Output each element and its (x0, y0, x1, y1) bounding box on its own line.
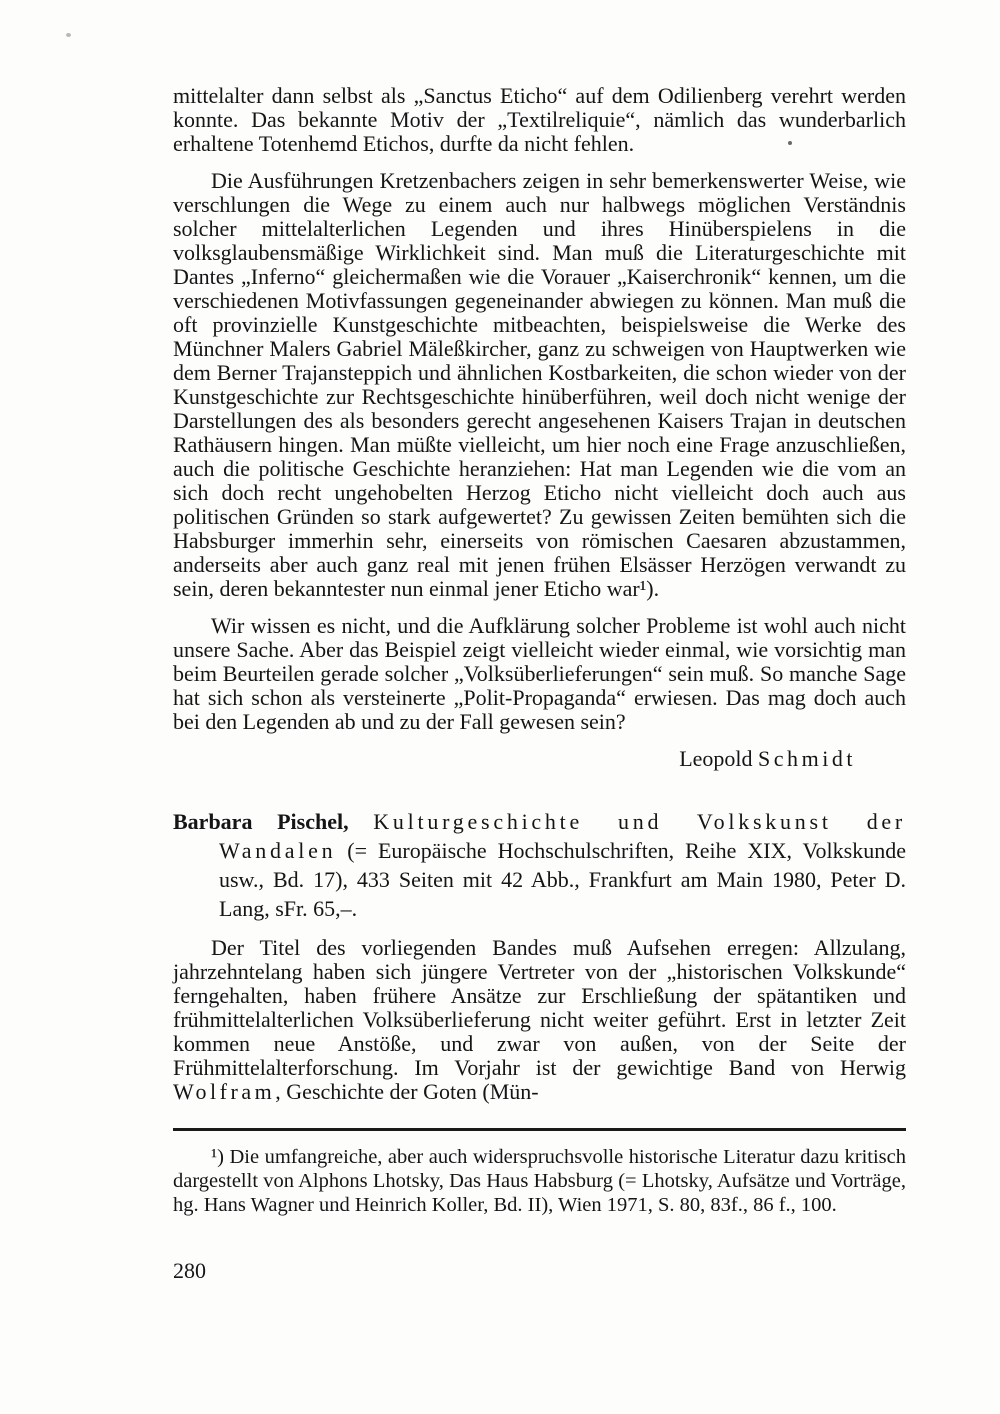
article-paragraph: Die Ausführungen Kretzenbachers zeigen in sehr bemerkenswerter Weise, wie verschlungen die Wege zu einem auch nur halbwegs möglichen Verständnis solcher mittelalterlichen Legenden und ihres Hinüberspielens in die volksglaubensmäßige Wirklichkeit sind. Man muß die Literaturgeschichte mit Dantes „Inferno“ gleichermaßen wie die Vorauer „Kaiserchronik“ kennen, um die verschiedenen Motivfassungen gegeneinander abwiegen zu können. Man muß die oft provinzielle Kunstgeschichte mitbeachten, beispielsweise die Werke des Münchner Malers Gabriel Mäleßkircher, ganz zu schweigen von Hauptwerken wie dem Berner Trajansteppich und ähnlichen Kostbarkeiten, die schon wieder von der Kunstgeschichte zur Rechtsgeschichte hinüberführen, weil doch nicht wenige der Darstellungen des als besonders gerecht angesehenen Kaisers Trajan in deutschen Rathäusern hingen. Man müßte vielleicht, um hier noch eine Frage anzuschließen, auch die politische Geschichte heranziehen: Hat man Legenden wie die vom an sich doch recht ungehobelten Herzog Eticho nicht vielleicht doch auch aus politischen Gründen so stark aufgewertet? Zu gewissen Zeiten bemühten sich die Habsburger immerhin sehr, einerseits von römischen Caesaren abzustammen, anderseits aber auch ganz real mit jenen frühen Elsässer Herzögen verwandt zu sein, deren bekanntester nun einmal jener Eticho war¹). (173, 168, 906, 601)
author-first-name: Leopold (679, 746, 753, 771)
footnote-text: ¹) Die umfangreiche, aber auch widerspruchsvolle historische Literatur dazu kritisch dargestellt von Alphons Lhotsky, Das Haus Habsburg (= Lhotsky, Aufsätze und Vorträge, hg. Hans Wagner und Heinrich Koller, Bd. II), Wien 1971, S. 80, 83f., 86 f., 100. (173, 1146, 906, 1216)
author-signature (173, 747, 906, 771)
review-title: Kulturgeschichte und Volkskunst der Wandalen (219, 809, 907, 863)
scan-speck (66, 33, 71, 37)
review-body-text: , Geschichte der Goten (Mün- (275, 1079, 539, 1104)
author-last-name: Schmidt (758, 746, 856, 771)
article-paragraph: Wir wissen es nicht, und die Aufklärung solcher Probleme ist wohl auch nicht unsere Sache. Aber das Beispiel zeigt vielleicht wieder einmal, wie vorsichtig man beim Beurteilen gerade solcher „Volksüberlieferungen“ sein muß. So manche Sage hat sich schon als versteinerte „Polit-Propaganda“ erwiesen. Das mag doch auch bei den Legenden ab und zu der Fall gewesen sein? (173, 613, 906, 734)
review-reference-heading (173, 807, 906, 923)
review-author: Barbara Pischel, (173, 809, 349, 834)
article-paragraph-continuation: mittelalter dann selbst als „Sanctus Eticho“ auf dem Odilienberg verehrt werden konnte. Das bekannte Motiv der „Textilreliquie“, nämlich das wunderbarlich erhaltene Totenhemd Etichos, durfte da nicht fehlen. (173, 83, 906, 156)
review-bibliographic-info: (= Europäische Hochschulschriften, Reihe XIX, Volkskunde usw., Bd. 17), 433 Seiten mit 42 Abb., Frankfurt am Main 1980, Peter D. Lang, sFr. 65,–. (219, 838, 906, 921)
review-paragraph (173, 936, 906, 1104)
page-number: 280 (173, 1258, 206, 1283)
text-block (173, 84, 906, 1283)
footnote-separator-rule (173, 1128, 906, 1131)
review-body-text: Der Titel des vorliegenden Bandes muß Aufsehen erregen: Allzulang, jahrzehntelang haben sich jüngere Vertreter von der „historischen Volkskunde“ ferngehalten, haben frühere Ansätze zur Erschließung der spätantiken und frühmittelalterlichen Volksüberlieferung nicht weiter geführt. Erst in letzter Zeit kommen neue Anstöße, und zwar von außen, von der Seite der Frühmittelalterforschung. Im Vorjahr ist der gewichtige Band von Herwig (173, 935, 906, 1080)
review-cited-author-name: Wolfram (173, 1079, 276, 1104)
